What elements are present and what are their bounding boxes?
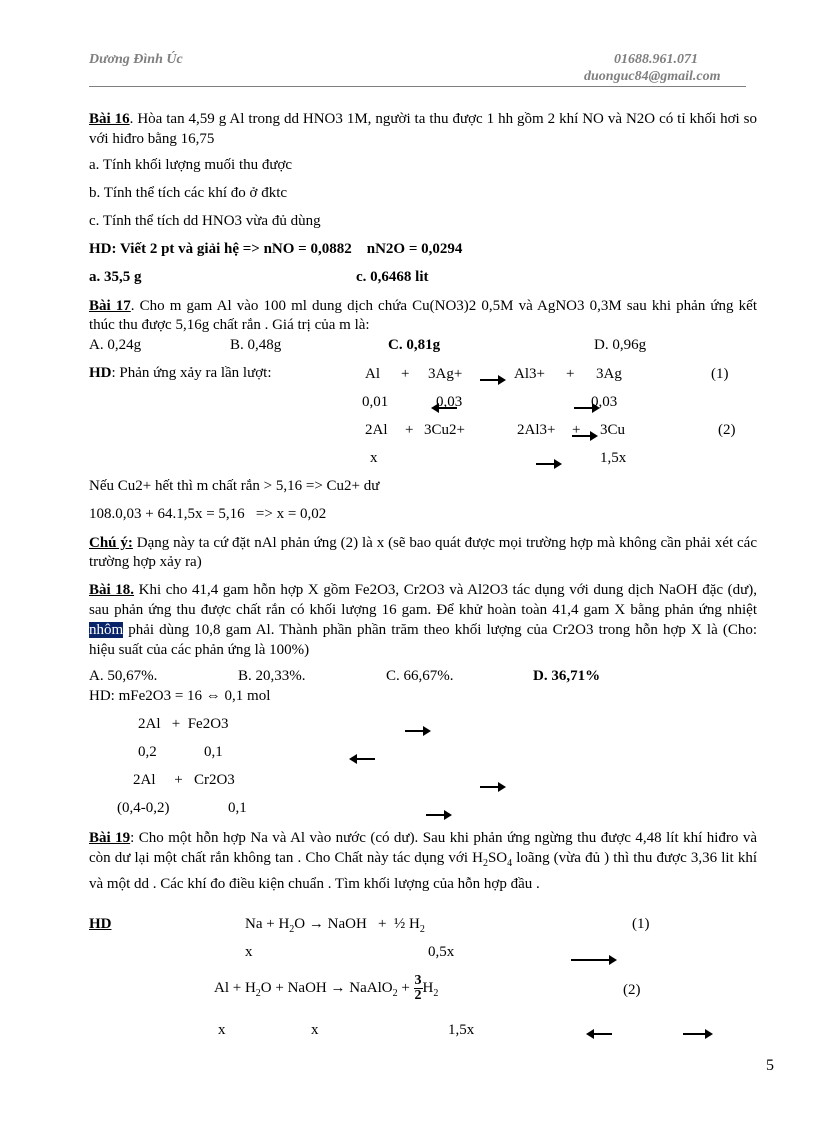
bai18-eq2: 2Al + Cr2O3	[133, 772, 235, 788]
m2-15x: 1,5x	[600, 450, 627, 466]
r2-al3: 2Al3+	[517, 422, 556, 438]
bai19-eq2-mol-arrow-right	[683, 1029, 713, 1039]
bai17-line2: 108.0,03 + 64.1,5x = 5,16 => x = 0,02	[89, 506, 327, 522]
bai18-statement	[89, 580, 757, 660]
bai17-option-b: B. 0,48g	[230, 337, 282, 353]
bai17-statement	[89, 297, 757, 335]
bai18-text-1: Khi cho 41,4 gam hỗn hợp X gồm Fe2O3, Cr2O3 và Al2O3 tác dụng với dung dịch NaOH đặc (dư), sau phản ứng thu được chất rắn có khối lượng 16 gam. Để khử hoàn toàn 41,4 gam X bằng phản ứng nhiệt	[89, 582, 757, 618]
bai19-sub2: 4	[507, 858, 513, 869]
bai18-option-c: C. 66,67%.	[386, 668, 454, 684]
bai17-note-text: Dạng này ta cứ đặt nAl phản ứng (2) là x (sẽ bao quát được mọi trường hợp mà không cần phải xét các trường hợp xảy ra)	[89, 535, 757, 570]
bai18-highlighted-word[interactable]: nhôm	[89, 622, 124, 638]
r2-plus2: +	[572, 422, 581, 438]
bai18-option-b: B. 20,33%.	[238, 668, 306, 684]
bai16-question-a: a. Tính khối lượng muối thu được	[89, 157, 293, 173]
bai19-text-mid: SO	[487, 850, 508, 866]
bai17-hint-label: HD	[89, 365, 112, 381]
bai18-eq2-arrow	[480, 782, 506, 792]
bai18-option-d: D. 36,71%	[533, 668, 601, 684]
bai19-sub1: 2	[482, 858, 488, 869]
bai16-label: Bài 16	[89, 111, 130, 127]
bai18-eq1-mol-fe: 0,1	[204, 744, 223, 760]
bai19-eq2	[214, 974, 438, 1003]
bai16-answer-c: c. 0,6468 lit	[356, 269, 429, 285]
bai19-text-end: loãng (vừa đủ ) thì thu được 3,36 lit khí và một dd . Các khí đo điều kiện chuẩn . Tìm khối lượng của hỗn hợp đầu .	[89, 850, 758, 892]
header-divider	[89, 86, 746, 87]
header-phone: 01688.961.071	[614, 52, 698, 67]
r1-number: (1)	[711, 366, 729, 382]
bai17-option-c: C. 0,81g	[388, 337, 441, 353]
r2-cu: 3Cu2+	[424, 422, 465, 438]
bai19-statement	[89, 828, 757, 894]
bai19-eq2-sub: 2	[255, 987, 261, 999]
bai17-line1: Nếu Cu2+ hết thì m chất rắn > 5,16 => Cu2+ dư	[89, 478, 380, 494]
bai16-text: . Hòa tan 4,59 g Al trong dd HNO3 1M, người ta thu được 1 hh gồm 2 khí NO và N2O có tỉ khối hơi so với hiđro bằng 16,75	[89, 111, 757, 147]
m2-arrow	[536, 459, 562, 469]
bai18-eq1-mol-al: 0,2	[138, 744, 157, 760]
bai18-eq1: 2Al + Fe2O3	[138, 716, 229, 732]
m1-al: 0,01	[362, 394, 389, 410]
r2-plus: +	[405, 422, 414, 438]
bai17-option-d: D. 0,96g	[594, 337, 647, 353]
bai19-eq2-number: (2)	[623, 982, 641, 998]
bai19-eq1-mol-arrow	[571, 955, 617, 965]
bai19-eq1-b: O → NaOH + ½ H	[294, 916, 420, 932]
r1-al3: Al3+	[514, 366, 545, 382]
fraction-denominator: 2	[414, 988, 422, 1003]
bai19-eq2-a: Al + H	[214, 979, 256, 996]
bai18-hint: HD: mFe2O3 = 16 ⇔ 0,1 mol	[89, 688, 271, 704]
r2-al: 2Al	[365, 422, 388, 438]
bai16-hint: HD: Viết 2 pt và giải hệ => nNO = 0,0882 nN2O = 0,0294	[89, 241, 463, 257]
bai19-eq2-mol-x1: x	[218, 1022, 226, 1038]
bai19-hint-label: HD	[89, 916, 112, 932]
bai19-eq1-mol-x: x	[245, 944, 253, 960]
bai18-text-2: phải dùng 10,8 gam Al. Thành phần phần trăm theo khối lượng của Cr2O3 trong hỗn hợp X là (Cho: hiệu suất của các phản ứng là 100%)	[89, 622, 757, 658]
bai18-eq1-arrow	[405, 726, 431, 736]
m1-ag: 0,03	[436, 394, 463, 410]
bai17-option-a: A. 0,24g	[89, 337, 142, 353]
bai18-label: Bài 18.	[89, 582, 135, 598]
fraction-numerator: 3	[414, 973, 422, 988]
header-email: duonguc84@gmail.com	[584, 69, 721, 84]
bai19-eq2-mol-arrow-left	[586, 1029, 612, 1039]
bai16-question-b: b. Tính thể tích các khí đo ở đktc	[89, 185, 288, 201]
header-author: Dương Đình Úc	[89, 52, 183, 67]
bai19-eq1-sub2: 2	[419, 924, 425, 935]
bai19-eq1	[245, 916, 425, 935]
r1-arrow	[480, 375, 506, 385]
bai19-label: Bài 19	[89, 830, 131, 846]
bai19-eq2-sub2: 2	[392, 987, 398, 999]
bai19-eq2-b: O + NaOH → NaAlO	[260, 979, 393, 996]
bai18-option-a: A. 50,67%.	[89, 668, 158, 684]
bai18-eq2-mol-cr: 0,1	[228, 800, 247, 816]
bai19-eq1-number: (1)	[632, 916, 650, 932]
bai19-eq2-mol-x2: x	[311, 1022, 319, 1038]
r2-3cu: 3Cu	[600, 422, 626, 438]
bai17-hint-text: : Phản ứng xảy ra lần lượt:	[111, 365, 272, 381]
bai18-eq1-mol-arrow	[349, 754, 375, 764]
bai17-note	[89, 534, 757, 572]
bai19-eq2-fraction	[414, 974, 423, 1003]
bai16-answer-a: a. 35,5 g	[89, 269, 142, 285]
bai19-eq2-sub3: 2	[433, 987, 439, 999]
bai19-eq2-c: +	[397, 979, 414, 996]
r1-3ag: 3Ag	[596, 366, 622, 382]
r1-plus2: +	[566, 366, 575, 382]
m2-x: x	[370, 450, 378, 466]
bai17-text: . Cho m gam Al vào 100 ml dung dịch chứa Cu(NO3)2 0,5M và AgNO3 0,3M sau khi phản ứng kết thúc thu được 5,16g chất rắn . Giá trị của m là:	[89, 298, 757, 333]
r2-number: (2)	[718, 422, 736, 438]
r1-al: Al	[365, 366, 380, 382]
bai17-note-label: Chú ý:	[89, 535, 133, 551]
bai19-eq1-a: Na + H	[245, 916, 290, 932]
bai18-eq2-mol-al: (0,4-0,2)	[117, 800, 170, 816]
m1-3ag: 0,03	[591, 394, 618, 410]
page-number: 5	[766, 1057, 774, 1074]
bai16-statement	[89, 109, 757, 149]
bai19-eq1-mol-h2: 0,5x	[428, 944, 455, 960]
bai17-label: Bài 17	[89, 298, 131, 314]
bai16-question-c: c. Tính thể tích dd HNO3 vừa đủ dùng	[89, 213, 321, 229]
bai19-eq2-d: H	[422, 979, 434, 996]
bai19-eq2-mol-h2: 1,5x	[448, 1022, 475, 1038]
bai18-eq2-mol-arrow	[426, 810, 452, 820]
bai17-hint	[89, 365, 272, 382]
bai19-eq1-sub: 2	[289, 924, 295, 935]
r1-plus: +	[401, 366, 410, 382]
r1-ag: 3Ag+	[428, 366, 463, 382]
bai19-text: : Cho một hỗn hợp Na và Al vào nước (có dư). Sau khi phản ứng ngừng thu được 4,48 lít khí hiđro và còn dư lại một chất rắn không tan . Cho Chất này tác dụng với H	[89, 830, 757, 866]
